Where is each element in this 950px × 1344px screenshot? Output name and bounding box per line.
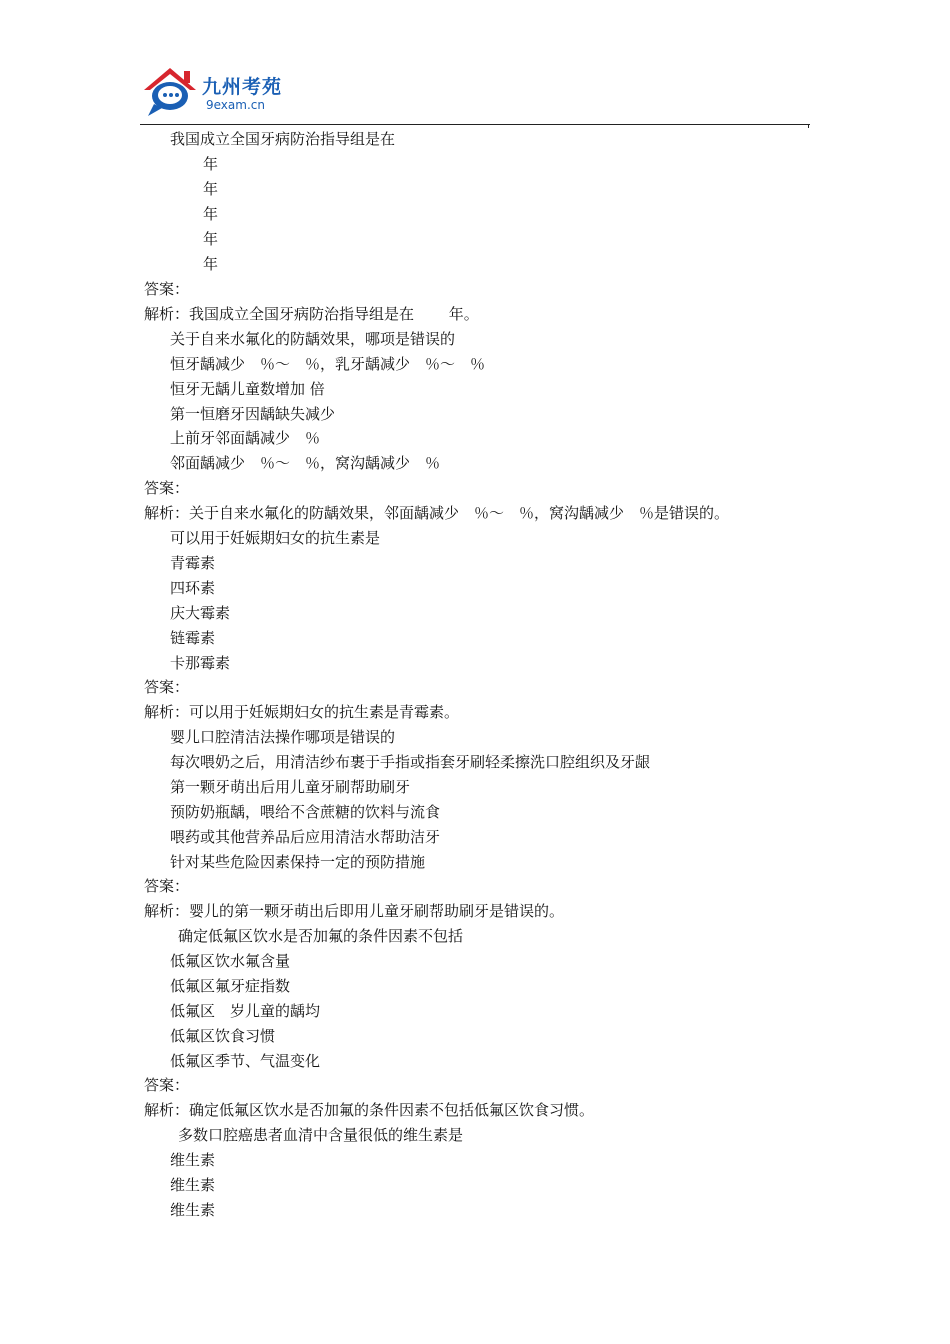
explanation: 解析：关于自来水氟化的防龋效果，邻面龋减少 ％～ ％，窝沟龋减少 ％是错误的。 <box>144 504 730 522</box>
option: 年 <box>203 180 219 198</box>
option: 恒牙龋减少 ％～ ％，乳牙龋减少 ％～ ％ <box>170 355 486 373</box>
option: 邻面龋减少 ％～ ％，窝沟龋减少 ％ <box>170 454 441 472</box>
explanation: 解析：确定低氟区饮水是否加氟的条件因素不包括低氟区饮食习惯。 <box>144 1101 595 1119</box>
option: 针对某些危险因素保持一定的预防措施 <box>170 853 426 871</box>
explanation: 解析：婴儿的第一颗牙萌出后即用儿童牙刷帮助刷牙是错误的。 <box>144 902 565 920</box>
question-5: 确定低氟区饮水是否加氟的条件因素不包括 <box>178 927 464 945</box>
answer-label: 答案： <box>144 1076 190 1094</box>
option: 卡那霉素 <box>170 654 231 672</box>
option: 低氟区饮食习惯 <box>170 1027 276 1045</box>
explanation: 解析：可以用于妊娠期妇女的抗生素是青霉素。 <box>144 703 460 721</box>
option: 低氟区饮水氟含量 <box>170 952 291 970</box>
question-3: 可以用于妊娠期妇女的抗生素是 <box>170 529 381 547</box>
option: 上前牙邻面龋减少 ％ <box>170 429 321 447</box>
logo-text-cn: 九州考苑 <box>202 76 283 98</box>
page-header <box>140 62 810 126</box>
logo-text-en: 9exam.cn <box>206 98 265 112</box>
option: 维生素 <box>170 1201 216 1219</box>
header-divider-end <box>808 124 809 128</box>
answer-label: 答案： <box>144 479 190 497</box>
option: 庆大霉素 <box>170 604 231 622</box>
question-1: 我国成立全国牙病防治指导组是在 <box>170 130 396 148</box>
header-divider <box>140 124 810 125</box>
answer-label: 答案： <box>144 280 190 298</box>
option: 维生素 <box>170 1176 216 1194</box>
option: 低氟区 岁儿童的龋均 <box>170 1002 321 1020</box>
answer-label: 答案： <box>144 877 190 895</box>
question-2: 关于自来水氟化的防龋效果，哪项是错误的 <box>170 330 456 348</box>
option: 低氟区季节、气温变化 <box>170 1052 321 1070</box>
option: 年 <box>203 205 219 223</box>
option: 每次喂奶之后，用清洁纱布裹于手指或指套牙刷轻柔擦洗口腔组织及牙龈 <box>170 753 651 771</box>
question-4: 婴儿口腔清洁法操作哪项是错误的 <box>170 728 396 746</box>
option: 年 <box>203 255 219 273</box>
option: 链霉素 <box>170 629 216 647</box>
option: 年 <box>203 230 219 248</box>
option: 预防奶瓶龋，喂给不含蔗糖的饮料与流食 <box>170 803 441 821</box>
question-6: 多数口腔癌患者血清中含量很低的维生素是 <box>178 1126 464 1144</box>
option: 第一颗牙萌出后用儿童牙刷帮助刷牙 <box>170 778 411 796</box>
option: 年 <box>203 155 219 173</box>
option: 低氟区氟牙症指数 <box>170 977 291 995</box>
explanation: 解析：我国成立全国牙病防治指导组是在 年。 <box>144 305 479 323</box>
option: 第一恒磨牙因龋缺失减少 <box>170 405 336 423</box>
answer-label: 答案： <box>144 678 190 696</box>
option: 喂药或其他营养品后应用清洁水帮助洁牙 <box>170 828 441 846</box>
option: 恒牙无龋儿童数增加 倍 <box>170 380 325 398</box>
option: 青霉素 <box>170 554 216 572</box>
option: 维生素 <box>170 1151 216 1169</box>
option: 四环素 <box>170 579 216 597</box>
